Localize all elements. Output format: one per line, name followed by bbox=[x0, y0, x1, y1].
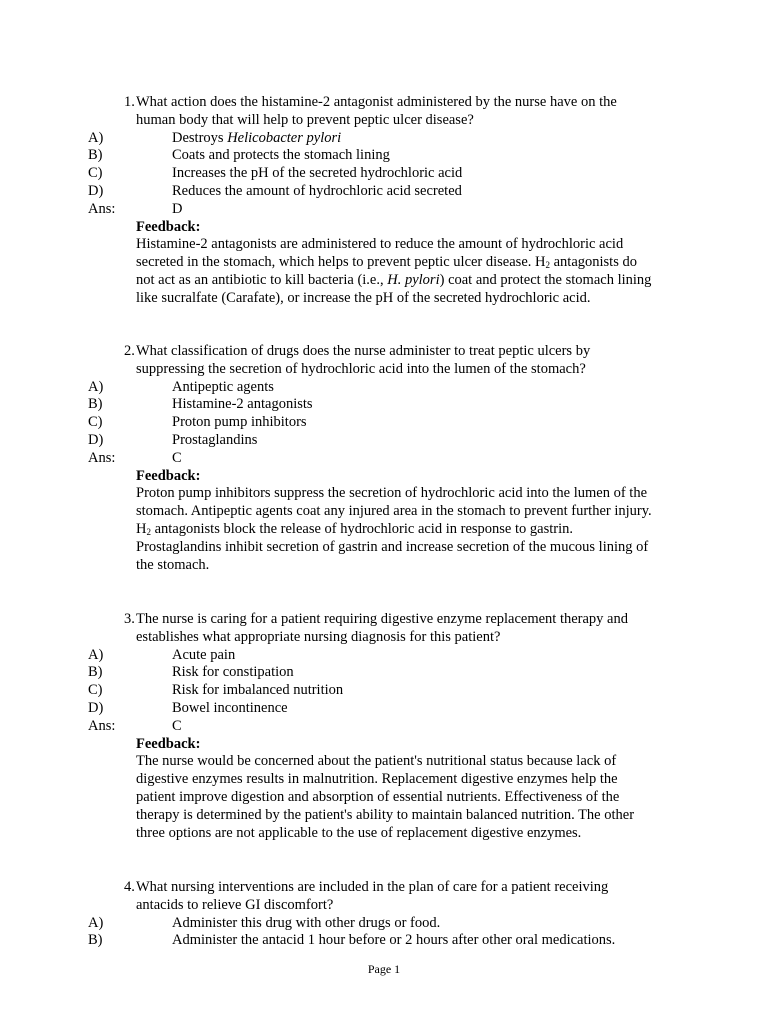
option-label: B) bbox=[88, 664, 103, 681]
feedback-line: $H_2$ antagonists block the release of hydrochloric acid in response to gastrin. bbox=[136, 520, 573, 537]
option-label: B) bbox=[88, 932, 103, 949]
option-text: Prostaglandins bbox=[172, 431, 258, 448]
question-4 bbox=[88, 879, 688, 950]
option-text: Antipeptic agents bbox=[172, 378, 274, 395]
feedback-title: Feedback: bbox=[136, 218, 201, 235]
option-label: D) bbox=[88, 431, 104, 448]
option-text: Proton pump inhibitors bbox=[172, 414, 307, 431]
option-d bbox=[88, 432, 688, 450]
stem-line: What classification of drugs does the nurse administer to treat peptic ulcers by bbox=[136, 343, 591, 359]
option-text: Increases the pH of the secreted hydrochloric acid bbox=[172, 165, 463, 182]
option-label: C) bbox=[88, 165, 103, 182]
feedback-line: Histamine-2 antagonists are administered to reduce the amount of hydrochloric acid bbox=[136, 236, 624, 253]
option-b bbox=[88, 664, 688, 682]
answer-value: C bbox=[172, 717, 182, 734]
feedback-line: Proton pump inhibitors suppress the secretion of hydrochloric acid into the lumen of the bbox=[136, 485, 648, 502]
option-label: A) bbox=[88, 646, 104, 663]
feedback-line: therapy is determined by the patient's ability to maintain balanced nutrition. The other bbox=[136, 806, 635, 823]
feedback-line: stomach. Antipeptic agents coat any injured area in the stomach to prevent further injury. bbox=[136, 503, 652, 520]
option-c bbox=[88, 414, 688, 432]
option-a bbox=[88, 379, 688, 397]
option-label: A) bbox=[88, 914, 104, 931]
question-number: 3. bbox=[124, 611, 135, 627]
option-label: B) bbox=[88, 147, 103, 164]
option-text: Reduces the amount of hydrochloric acid secreted bbox=[172, 182, 462, 199]
feedback-line: Prostaglandins inhibit secretion of gastrin and increase secretion of the mucous lining of bbox=[136, 538, 649, 555]
answer-value: C bbox=[172, 449, 182, 466]
feedback-line: not act as an antibiotic to kill bacteria (i.e., H. pylori) coat and protect the stomach lining bbox=[136, 271, 652, 288]
answer-label: Ans: bbox=[88, 449, 116, 466]
answer-value: D bbox=[172, 200, 183, 217]
option-b bbox=[88, 396, 688, 414]
page-number: Page 1 bbox=[367, 962, 401, 976]
option-b bbox=[88, 147, 688, 165]
option-a bbox=[88, 915, 688, 933]
option-text: Administer the antacid 1 hour before or 2 hours after other oral medications. bbox=[172, 932, 616, 949]
question-stem bbox=[88, 94, 688, 112]
option-text: Acute pain bbox=[172, 646, 236, 663]
option-a bbox=[88, 647, 688, 665]
option-label: C) bbox=[88, 414, 103, 431]
answer-label: Ans: bbox=[88, 717, 116, 734]
option-text: Risk for imbalanced nutrition bbox=[172, 682, 344, 699]
stem-line: establishes what appropriate nursing diagnosis for this patient? bbox=[136, 628, 501, 645]
answer-label: Ans: bbox=[88, 200, 116, 217]
feedback-line: The nurse would be concerned about the patient's nutritional status because lack of bbox=[136, 753, 617, 770]
option-text: Bowel incontinence bbox=[172, 699, 288, 716]
option-d bbox=[88, 700, 688, 718]
feedback-line: digestive enzymes results in malnutrition. Replacement digestive enzymes help the bbox=[136, 771, 618, 788]
answer-line bbox=[88, 718, 688, 736]
stem-line: human body that will help to prevent peptic ulcer disease? bbox=[136, 111, 474, 128]
option-text: Coats and protects the stomach lining bbox=[172, 147, 390, 164]
question-1 bbox=[88, 94, 688, 308]
question-stem bbox=[88, 343, 688, 361]
feedback-line: three options are not applicable to the use of replacement digestive enzymes. bbox=[136, 824, 582, 841]
feedback-line: patient improve digestion and absorption of essential nutrients. Effectiveness of the bbox=[136, 788, 620, 805]
option-d bbox=[88, 183, 688, 201]
answer-line bbox=[88, 201, 688, 219]
stem-line: The nurse is caring for a patient requiring digestive enzyme replacement therapy and bbox=[136, 611, 628, 627]
question-3 bbox=[88, 611, 688, 842]
option-label: A) bbox=[88, 378, 104, 395]
option-label: A) bbox=[88, 129, 104, 146]
option-label: D) bbox=[88, 699, 104, 716]
feedback-line: the stomach. bbox=[136, 556, 210, 573]
option-text: Destroys Helicobacter pylori bbox=[172, 129, 342, 146]
option-text: Risk for constipation bbox=[172, 664, 294, 681]
option-label: B) bbox=[88, 396, 103, 413]
question-number: 2. bbox=[124, 343, 135, 359]
question-number: 4. bbox=[124, 879, 135, 895]
feedback-title: Feedback: bbox=[136, 467, 201, 484]
option-text: Administer this drug with other drugs or food. bbox=[172, 914, 441, 931]
option-b bbox=[88, 932, 688, 950]
stem-line: What nursing interventions are included in the plan of care for a patient receiving bbox=[136, 879, 609, 895]
option-text: Histamine-2 antagonists bbox=[172, 396, 313, 413]
answer-line bbox=[88, 450, 688, 468]
option-c bbox=[88, 165, 688, 183]
feedback-line: secreted in the stomach, which helps to prevent peptic ulcer disease. $H_2$ antagonists do bbox=[136, 254, 637, 271]
stem-line: What action does the histamine-2 antagonist administered by the nurse have on the bbox=[136, 94, 617, 110]
option-label: C) bbox=[88, 682, 103, 699]
stem-line: suppressing the secretion of hydrochloric acid into the lumen of the stomach? bbox=[136, 360, 586, 377]
question-stem bbox=[88, 611, 688, 629]
question-stem bbox=[88, 879, 688, 897]
question-number: 1. bbox=[124, 94, 135, 110]
feedback-line: like sucralfate (Carafate), or increase the pH of the secreted hydrochloric acid. bbox=[136, 289, 591, 306]
stem-line: antacids to relieve GI discomfort? bbox=[136, 896, 334, 913]
feedback-title: Feedback: bbox=[136, 735, 201, 752]
option-label: D) bbox=[88, 182, 104, 199]
option-c bbox=[88, 682, 688, 700]
question-2 bbox=[88, 343, 688, 574]
option-a bbox=[88, 130, 688, 148]
